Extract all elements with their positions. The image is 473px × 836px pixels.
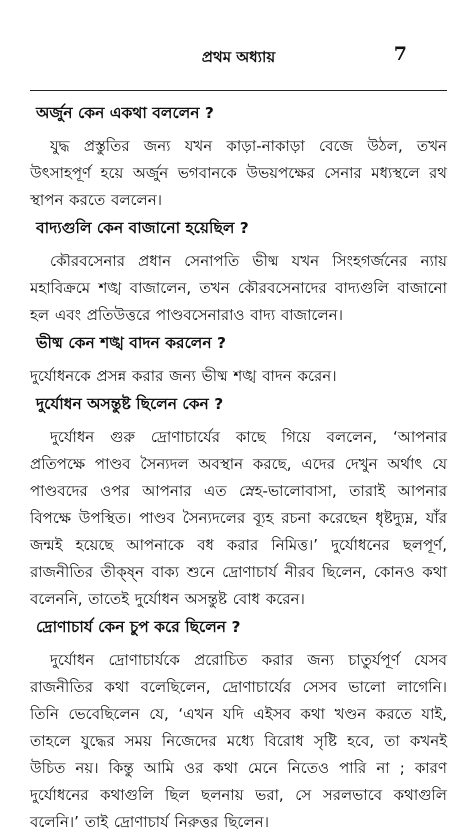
answer-paragraph: দুর্যোধন দ্রোণাচার্যকে প্ররোচিত করার জন্য চাতুর্যপূর্ণ যেসব রাজনীতির কথা বলেছিলেন, দ্রোণাচার্যের সেসব ভালো লাগেনি। তিনি ভেবেছিলেন যে, ‘এখন যদি এইসব কথা খণ্ডন করতে যাই, তাহলে যুদ্ধের সময় নিজেদের মধ্যে বিরোধ সৃষ্টি হবে, তা কখনই উচিত নয়। কিন্তু আমি ওর কথা মেনে নিতেও পারি না ; কারণ দুর্যোধনের কথাগুলি ছিল ছলনায় ভরা, সে সরলভাবে কথাগুলি বলেনি।’ তাই দ্রোণাচার্য নিরুত্তর ছিলেন। [30,651,447,831]
question-heading: দুর্যোধন অসন্তুষ্ট ছিলেন কেন ? [36,395,224,413]
header-divider [30,90,447,91]
answer-paragraph: কৌরবসেনার প্রধান সেনাপতি ভীষ্ম যখন সিংহগর্জনের ন্যায় মহাবিক্রমে শঙ্খ বাজালেন, তখন কৌরবসেনাদের বাদ্যগুলি বাজানো হল এবং প্রতিউত্তরে পাণ্ডবসেনারাও বাদ্য বাজালেন। [30,252,447,324]
answer-paragraph: দুর্যোধনকে প্রসন্ন করার জন্য ভীষ্ম শঙ্খ বাদন করেন। [30,367,337,385]
page-content [30,103,447,836]
question-heading: অর্জুন কেন একথা বললেন ? [36,104,214,122]
page-header [30,26,447,66]
question-heading: ভীষ্ম কেন শঙ্খ বাদন করলেন ? [36,334,226,352]
question-heading: বাদ্যগুলি কেন বাজানো হয়েছিল ? [36,219,249,237]
answer-paragraph: দুর্যোধন গুরু দ্রোণাচার্যের কাছে গিয়ে বললেন, ‘আপনার প্রতিপক্ষে পাণ্ডব সৈন্যদল অবস্থান করছে, এদের দেখুন অর্থাৎ যে পাণ্ডবদের ওপর আপনার এত স্নেহ-ভালোবাসা, তারাই আপনার বিপক্ষে উপস্থিত। পাণ্ডব সৈন্যদলের ব্যূহ রচনা করেছেন ধৃষ্টদ্যুম্ন, যাঁর জন্মই হয়েছে আপনাকে বধ করার নিমিত্ত।’ দুর্যোধনের ছলপূর্ণ, রাজনীতির তীক্ষ্ন বাক্য শুনে দ্রোণাচার্য নীরব ছিলেন, কোনও কথা বলেননি, তাতেই দুর্যোধন অসন্তুষ্ট বোধ করেন। [30,428,447,608]
page-number: 7 [393,43,407,65]
question-heading: দ্রোণাচার্য কেন চুপ করে ছিলেন ? [36,618,241,636]
chapter-title: প্রথম অধ্যায় [201,48,276,66]
answer-paragraph: যুদ্ধ প্রস্তুতির জন্য যখন কাড়া-নাকাড়া বেজে উঠল, তখন উৎসাহপূর্ণ হয়ে অর্জুন ভগবানকে উভয়পক্ষের সেনার মধ্যস্থলে রথ স্থাপন করতে বললেন। [30,137,447,209]
